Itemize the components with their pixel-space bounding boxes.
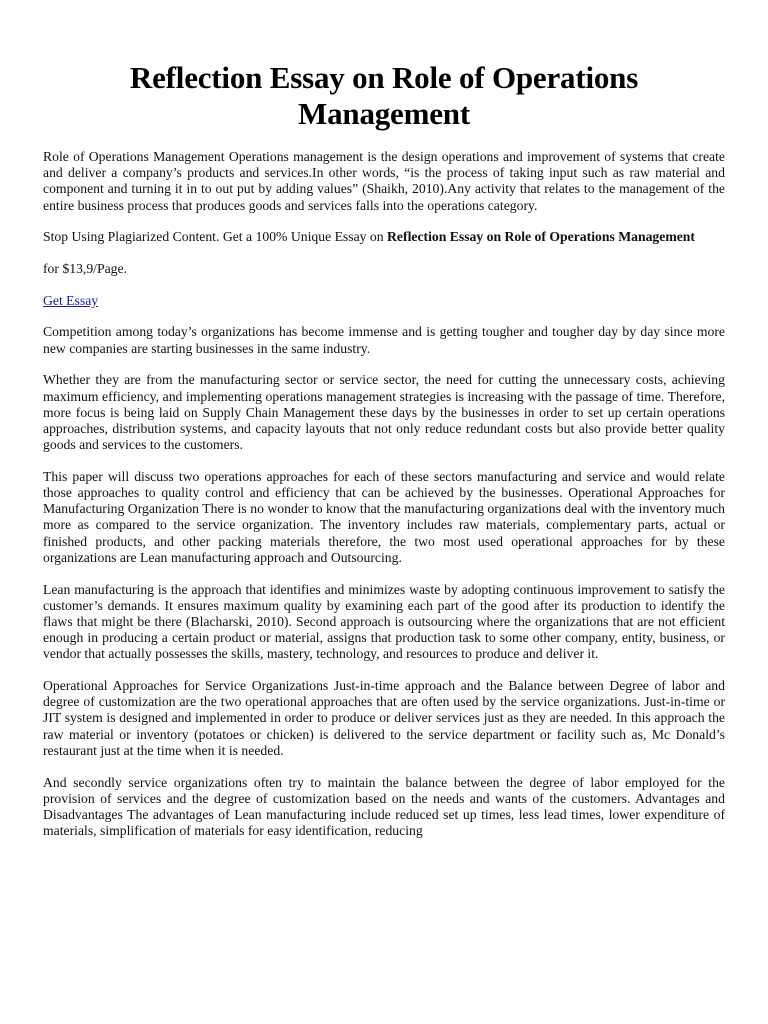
- intro-paragraph: Role of Operations Management Operations management is the design operations and improvement of systems that create and deliver a company’s products and services.In other words, “is the process of taking input such as raw material and component and turning it in to out put by adding values” (Shaikh, 2010).Any activity that relates to the management of the entire business process that produces goods and services falls into the operations category.: [43, 149, 725, 213]
- body-paragraph: Whether they are from the manufacturing sector or service sector, the need for cutting the unnecessary costs, achieving maximum efficiency, and implementing operations management strategies is increasing with the passage of time. Therefore, more focus is being laid on Supply Chain Management these days by the businesses in order to set up certain operations approaches, distribution systems, and capacity layouts that not only reduce redundant costs but also provide better quality goods and services to the customers.: [43, 372, 725, 453]
- promo-text: [43, 229, 725, 245]
- page-title: Reflection Essay on Role of Operations Management: [129, 60, 639, 131]
- body-paragraph: Competition among today’s organizations has become immense and is getting tougher and tougher day by day since more new companies are starting businesses in the same industry.: [43, 324, 725, 356]
- body-paragraph: Lean manufacturing is the approach that identifies and minimizes waste by adopting continuous improvement to satisfy the customer’s demands. It ensures maximum quality by examining each part of the good after its production to identify the flaws that might be there (Blacharski, 2010). Second approach is outsourcing where the organizations that are not efficient enough in producing a certain product or material, assigns that production task to some other company, entity, business, or vendor that actually possesses the skills, mastery, technology, and resources to produce and deliver it.: [43, 581, 725, 662]
- promo-price: for $13,9/Page.: [43, 261, 128, 277]
- body-paragraph: And secondly service organizations often try to maintain the balance between the degree of labor employed for the provision of services and the degree of customization based on the needs and wants of the customers. Advantages and Disadvantages The advantages of Lean manufacturing include reduced set up times, less lead times, lower expenditure of materials, simplification of materials for easy identification, reducing: [43, 774, 725, 839]
- body-paragraph: This paper will discuss two operations approaches for each of these sectors manufacturing and service and would relate those approaches to quality control and efficiency that can be achieved by the businesses. Operational Approaches for Manufacturing Organization There is no wonder to know that the manufacturing organizations deal with the inventory much more as compared to the service organization. The inventory includes raw materials, complementary parts, actual or finished products, and other packing materials therefore, the two most used operational approaches for by these organizations are Lean manufacturing approach and Outsourcing.: [43, 468, 725, 565]
- promo-prefix: Stop Using Plagiarized Content. Get a 100% Unique Essay on: [43, 229, 388, 245]
- body-paragraph: Operational Approaches for Service Organizations Just-in-time approach and the Balance between Degree of labor and degree of customization are the two operational approaches that are often used by the service organizations. Just-in-time or JIT system is designed and implemented in order to produce or deliver services just as they are needed. In this approach the raw material or inventory (potatoes or chicken) is delivered to the service department or facility such as, Mc Donald’s restaurant just at the time when it is needed.: [43, 678, 725, 758]
- get-essay-container: [43, 293, 725, 309]
- get-essay-link[interactable]: Get Essay: [43, 292, 99, 308]
- promo-essay-title: Reflection Essay on Role of Operations Management: [387, 229, 695, 245]
- title-block: [43, 0, 725, 144]
